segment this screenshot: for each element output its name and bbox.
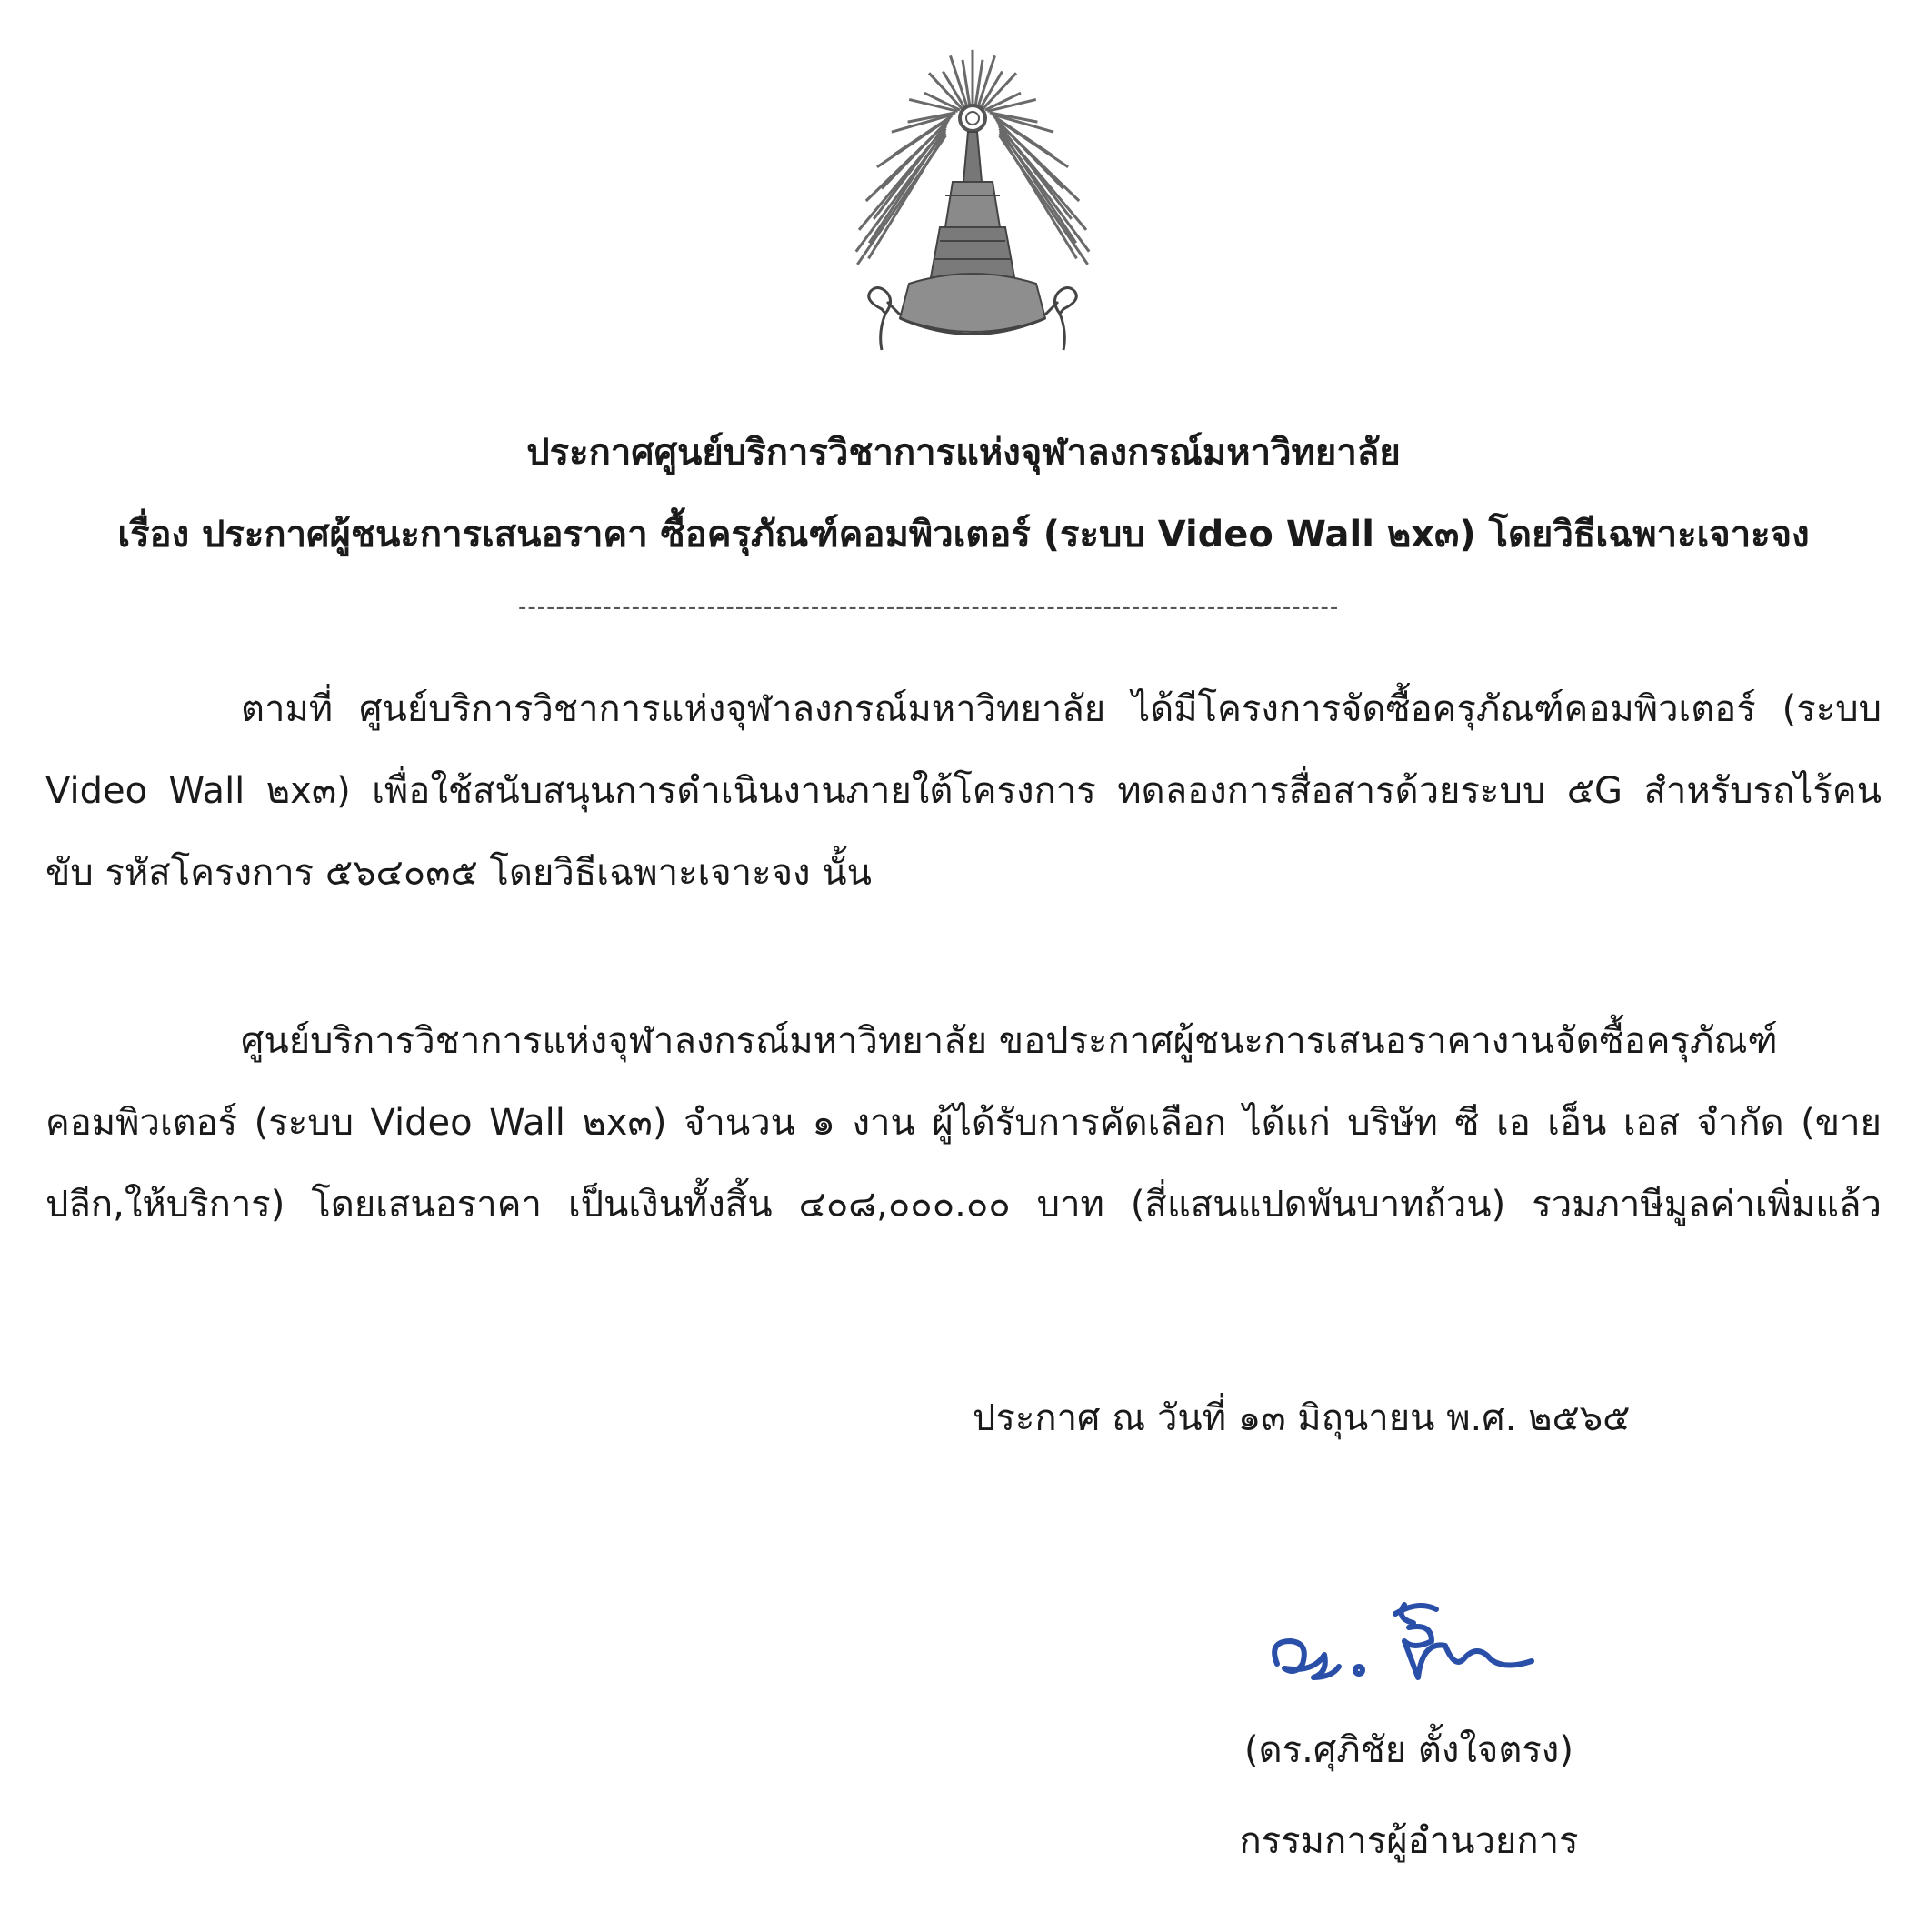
paragraph-background bbox=[45, 668, 1882, 914]
paragraph-line: ศูนย์บริการวิชาการแห่งจุฬาลงกรณ์มหาวิทยาลัย ขอประกาศผู้ชนะการเสนอราคางานจัดซื้อครุภัณฑ์ bbox=[241, 1020, 1778, 1062]
paragraph-winner bbox=[45, 1000, 1882, 1246]
announcement-date: ประกาศ ณ วันที่ ๑๓ มิถุนายน พ.ศ. ๒๕๖๕ bbox=[973, 1397, 1631, 1439]
title-divider: --------------------------------------------------------------------------------------- bbox=[518, 594, 1340, 621]
signer-name: (ดร.ศุภิชัย ตั้งใจตรง) bbox=[1244, 1729, 1573, 1771]
paragraph-line: ขับ รหัสโครงการ ๕๖๔๐๓๕ โดยวิธีเฉพาะเจาะจง นั้น bbox=[45, 852, 872, 894]
paragraph-line: Video Wall ๒x๓) เพื่อใช้สนับสนุนการดำเนินงานภายใต้โครงการ ทดลองการสื่อสารด้วยระบบ ๕G สำหรับรถไร้คน bbox=[45, 770, 1882, 812]
paragraph-line: คอมพิวเตอร์ (ระบบ Video Wall ๒x๓) จำนวน ๑ งาน ผู้ได้รับการคัดเลือก ได้แก่ บริษัท ซี เอ เอ็น เอส จำกัด (ขาย bbox=[45, 1102, 1882, 1144]
paragraph-line: ตามที่ ศูนย์บริการวิชาการแห่งจุฬาลงกรณ์มหาวิทยาลัย ได้มีโครงการจัดซื้อครุภัณฑ์คอมพิวเตอร์ (ระบบ bbox=[241, 688, 1882, 730]
announcement-title: ประกาศศูนย์บริการวิชาการแห่งจุฬาลงกรณ์มหาวิทยาลัย bbox=[526, 432, 1401, 474]
handwritten-signature-icon bbox=[1259, 1587, 1559, 1696]
paragraph-line: ปลีก,ให้บริการ) โดยเสนอราคา เป็นเงินทั้งสิ้น ๔๐๘,๐๐๐.๐๐ บาท (สี่แสนแปดพันบาทถ้วน) รวมภาษีมูลค่าเพิ่มแล้ว bbox=[45, 1184, 1882, 1226]
announcement-subject: เรื่อง ประกาศผู้ชนะการเสนอราคา ซื้อครุภัณฑ์คอมพิวเตอร์ (ระบบ Video Wall ๒x๓) โดยวิธีเฉพาะเจาะจง bbox=[117, 514, 1810, 556]
signer-title: กรรมการผู้อำนวยการ bbox=[1239, 1820, 1579, 1862]
chula-phra-kiao-emblem-icon bbox=[845, 45, 1100, 409]
